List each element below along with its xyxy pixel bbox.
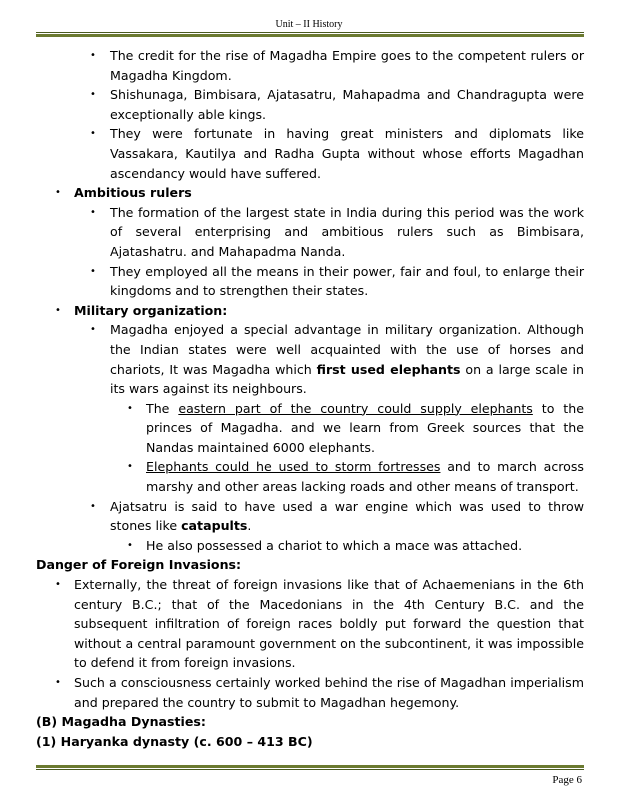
list-item: • Shishunaga, Bimbisara, Ajatasatru, Mahapadma and Chandragupta were exceptionally able kings. (90, 87, 584, 122)
list-item: • The eastern part of the country could supply elephants to the princes of Magadha. and we learn from Greek sources that the Nandas maintained 6000 elephants. (127, 400, 584, 455)
ambitious-rulers-list (72, 203, 584, 301)
list-item: • Externally, the threat of foreign invasions like that of Achaemenians in the 6th century B.C.; that of the Macedonians in the 4th Century B.C. and the subsequent infiltration of foreign races boldly put forward the question that without a central paramount government on the subcontinent, it was impossible to defend it from foreign invasions. (55, 577, 584, 671)
header-rule-thick (36, 34, 584, 37)
section-heading: Ambitious rulers (74, 185, 192, 201)
list-item: • Elephants could he used to storm fortresses and to march across marshy and other areas lacking roads and other means of transport. (127, 459, 584, 495)
list-item: • Such a consciousness certainly worked behind the rise of Magadhan imperialism and prepared the country to submit to Magadhan hegemony. (55, 675, 584, 710)
header-rule-thin (36, 32, 584, 33)
ambitious-rulers-section (36, 183, 584, 203)
list-item: • Ambitious rulers (55, 185, 192, 201)
list-item: • They were fortunate in having great ministers and diplomats like Vassakara, Kautilya and Radha Gupta without whose efforts Magadhan ascendancy would have suffered. (90, 126, 584, 181)
list-item: • Ajatsatru is said to have used a war engine which was used to throw stones like catapults. (90, 498, 584, 534)
list-item: • He also possessed a chariot to which a mace was attached. (127, 537, 523, 553)
page-header-title: Unit – II History (275, 19, 343, 30)
page-number: Page 6 (552, 774, 582, 786)
section-heading: Danger of Foreign Invasions: (36, 557, 242, 573)
list-item: • Military organization: (55, 302, 228, 318)
footer-rule-thick (36, 765, 584, 768)
list-item: • Magadha enjoyed a special advantage in military organization. Although the Indian states were well acquainted with the use of horses and chariots, It was Magadha which first used elephants on a large scale in its wars against its neighbours. (90, 322, 584, 397)
list-item: • The credit for the rise of Magadha Empire goes to the competent rulers or Magadha Kingdom. (90, 48, 584, 83)
foreign-invasions-list (36, 575, 584, 712)
page-content (36, 46, 584, 751)
elephants-list (110, 399, 584, 497)
military-organization-section (36, 301, 584, 321)
catapults-list (72, 497, 584, 536)
list-item: • The formation of the largest state in India during this period was the work of several enterprising and ambitious rulers such as Bimbisara, Ajatashatru. and Mahapadma Nanda. (90, 204, 584, 259)
chariot-list (110, 536, 584, 556)
footer-rule-thin (36, 769, 584, 770)
list-item: • They employed all the means in their power, fair and foul, to enlarge their kingdoms and to strengthen their states. (90, 263, 584, 299)
section-heading: (1) Haryanka dynasty (c. 600 – 413 BC) (36, 733, 313, 749)
military-list (72, 320, 584, 398)
section-heading: (B) Magadha Dynasties: (36, 714, 206, 730)
rise-credit-list (72, 46, 584, 183)
section-heading: Military organization: (74, 302, 228, 318)
